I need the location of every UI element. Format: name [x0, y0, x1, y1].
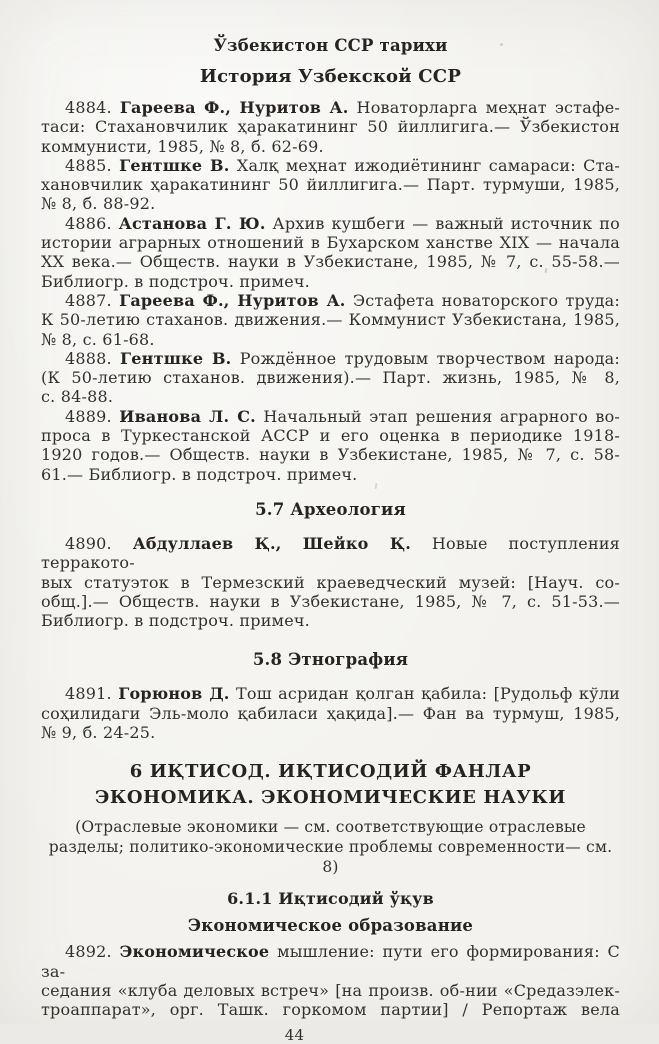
- entry-line: [41, 291, 620, 310]
- entry-line: 61.— Библиогр. в подстроч. примеч.: [41, 464, 358, 484]
- entry-text: Архив кушбеги — важный источник по: [272, 213, 620, 233]
- entry-number: 4884.: [65, 98, 112, 117]
- entry-line: Библиогр. в подстроч. примеч.: [41, 611, 310, 631]
- entry-line: № 9, б. 24-25.: [41, 723, 156, 743]
- entry-line: [41, 407, 620, 426]
- entry-line: проса в Туркестанской АССР и его оценка в периодике 1918-: [41, 426, 620, 446]
- entry-number: 4886.: [65, 213, 112, 233]
- entry-authors: Иванова Л. С.: [119, 406, 256, 426]
- entry-line: коммунисти, 1985, № 8, б. 62-69.: [41, 136, 324, 156]
- entry-line: [41, 349, 620, 368]
- bib-entry-4889: [41, 407, 620, 484]
- entry-number: 4889.: [65, 406, 112, 426]
- entry-line: № 8, с. 61-68.: [41, 329, 155, 349]
- entry-number: 4888.: [65, 348, 112, 368]
- entry-number: 4891.: [65, 684, 112, 704]
- entry-line: общ.].— Обществ. науки в Узбекистане, 1985, № 7, с. 51-53.—: [41, 591, 620, 611]
- note-line: разделы; политико-экономические проблемы современности— см. 8): [48, 838, 613, 877]
- entry-line: XX века.— Обществ. науки в Узбекистане, 1985, № 7, с. 55-58.—: [41, 252, 620, 272]
- section-heading-ethnography: 5.8 Этнография: [252, 650, 409, 670]
- entry-line: № 8, б. 88-92.: [41, 194, 156, 214]
- entry-line: 1920 годов.— Обществ. науки в Узбекистане, 1985, № 7, с. 58-: [41, 445, 620, 465]
- entry-text: Рождённое трудовым творчеством народа:: [239, 348, 620, 368]
- entry-authors: Экономическое: [119, 942, 270, 962]
- entry-line: таси: Стахановчилик ҳаракатининг 50 йиллигига.— Ўзбекистон: [41, 117, 620, 137]
- entry-line: [41, 98, 620, 117]
- section-heading-econ-education-russian: Экономическое образование: [187, 916, 474, 936]
- cross-reference-note: [41, 817, 620, 877]
- note-line: (Отраслевые экономики — см. соответствующие отраслевые: [75, 818, 586, 837]
- entry-number: 4892.: [65, 942, 112, 962]
- entry-line: [41, 156, 620, 175]
- entry-text: Эстафета новаторского труда:: [352, 290, 620, 310]
- bib-entry-4890: [41, 534, 620, 630]
- entry-line: (К 50-летию стаханов. движения).— Парт. жизнь, 1985, № 8,: [41, 368, 620, 388]
- entry-line: [41, 684, 620, 703]
- bib-entry-4887: [41, 291, 620, 349]
- page-number: 44: [284, 1025, 305, 1044]
- section-heading-economy-uzbek: 6 ИҚТИСОД. ИҚТИСОДИЙ ФАНЛАР: [129, 761, 532, 783]
- entry-text: Тош асридан қолган қабила: [Рудольф кўли: [235, 684, 620, 704]
- section-heading-economy-russian: ЭКОНОМИКА. ЭКОНОМИЧЕСКИЕ НАУКИ: [94, 787, 567, 809]
- bib-entry-4891: [41, 684, 620, 742]
- bib-entry-4885: [41, 156, 620, 214]
- entry-authors: Гентшке В.: [120, 348, 232, 368]
- entry-authors: Астанова Г. Ю.: [118, 213, 266, 233]
- entry-authors: Горюнов Д.: [118, 684, 230, 704]
- page-title-uzbek: Ўзбекистон ССР тарихи: [213, 36, 448, 55]
- entry-line: К 50-летию стаханов. движения.— Коммунист Узбекистана, 1985,: [41, 310, 620, 330]
- entry-text: Начальный этап решения аграрного во-: [263, 406, 621, 426]
- entry-line: троаппарат», орг. Ташк. горкомом партии] / Репортаж вела: [41, 1000, 620, 1020]
- entry-line: с. 84-88.: [41, 387, 114, 407]
- section-heading-economy: [41, 759, 620, 811]
- entry-line: [41, 534, 620, 573]
- entry-line: [41, 942, 620, 981]
- scan-speckle: [500, 43, 503, 46]
- page-title-russian: История Узбекской ССР: [199, 66, 462, 87]
- entry-text: Новаторларга меҳнат эстафе-: [356, 98, 620, 117]
- entry-line: [41, 214, 620, 233]
- entry-number: 4887.: [65, 290, 112, 310]
- bib-entry-4892: [41, 942, 620, 1019]
- section-heading-econ-education-uzbek: 6.1.1 Иқтисодий ўқув: [227, 889, 434, 909]
- entry-authors: Гареева Ф., Нуритов А.: [119, 290, 346, 310]
- bib-entry-4888: [41, 349, 620, 407]
- entry-line: соҳилидаги Эль-моло қабиласи ҳақида].— Фан ва турмуш, 1985,: [41, 703, 620, 723]
- entry-line: хановчилик ҳаракатининг 50 йиллигига.— Парт. турмуши, 1985,: [41, 175, 620, 195]
- entry-text: Халқ меҳнат ижодиётининг самараси: Ста-: [236, 155, 620, 175]
- entry-text: мышление: пути его формирования: С за-: [41, 942, 620, 981]
- bib-entry-4884: [41, 98, 620, 156]
- entry-authors: Гентшке В.: [119, 155, 230, 175]
- scan-speckle: [375, 483, 378, 489]
- entry-number: 4890.: [65, 533, 112, 553]
- entry-line: вых статуэток в Термезский краеведческий музей: [Науч. со-: [41, 572, 620, 592]
- entry-line: седания «клуба деловых встреч» [на произв. об-нии «Средазэлек-: [41, 980, 620, 1000]
- entry-authors: Абдуллаев Қ., Шейко Қ.: [132, 533, 411, 553]
- entry-line: Библиогр. в подстроч. примеч.: [41, 271, 310, 291]
- entry-text: Новые поступления терракото-: [41, 533, 620, 573]
- entry-number: 4885.: [65, 155, 112, 175]
- section-heading-archeology: 5.7 Археология: [255, 499, 406, 519]
- bib-entry-4886: [41, 214, 620, 291]
- entry-line: истории аграрных отношений в Бухарском ханстве XIX — начала: [41, 233, 620, 253]
- entry-authors: Гареева Ф., Нуритов А.: [119, 98, 349, 117]
